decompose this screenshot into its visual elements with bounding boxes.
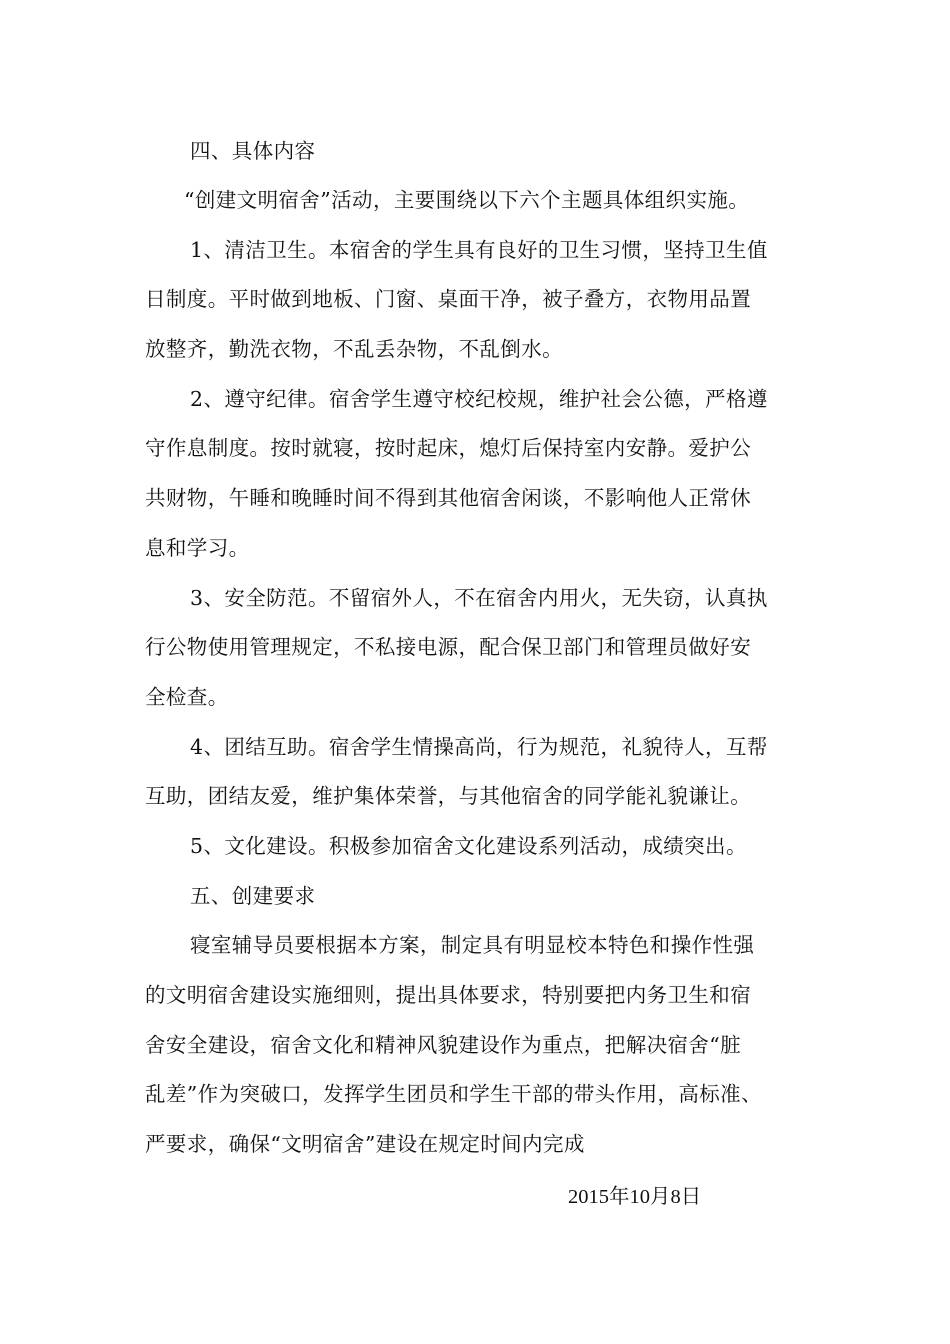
paragraph-line: 3、安全防范。不留宿外人，不在宿舍内用火，无失窃，认真执 (190, 586, 768, 610)
paragraph-line: 守作息制度。按时就寝，按时起床，熄灯后保持室内安静。爱护公 (145, 436, 752, 460)
paragraph-line: 2、遵守纪律。宿舍学生遵守校纪校规，维护社会公德，严格遵 (190, 387, 768, 411)
paragraph-line: 共财物，午睡和晚睡时间不得到其他宿舍闲谈，不影响他人正常休 (145, 486, 752, 510)
paragraph-line: 互助，团结友爱，维护集体荣誉，与其他宿舍的同学能礼貌谦让。 (145, 784, 752, 808)
paragraph-line: 日制度。平时做到地板、门窗、桌面干净，被子叠方，衣物用品置 (145, 287, 752, 311)
paragraph-line: 4、团结互助。宿舍学生情操高尚，行为规范，礼貌待人，互帮 (190, 735, 768, 759)
section-intro: “创建文明宿舍”活动，主要围绕以下六个主题具体组织实施。 (184, 188, 750, 212)
paragraph-line: 行公物使用管理规定，不私接电源，配合保卫部门和管理员做好安 (145, 635, 752, 659)
paragraph-line: 5、文化建设。积极参加宿舍文化建设系列活动，成绩突出。 (190, 834, 747, 858)
paragraph-line: 1、清洁卫生。本宿舍的学生具有良好的卫生习惯，坚持卫生值 (190, 238, 768, 262)
section-heading-content: 四、具体内容 (190, 139, 316, 163)
paragraph-line: 息和学习。 (145, 536, 250, 560)
paragraph-line: 寝室辅导员要根据本方案，制定具有明显校本特色和操作性强 (190, 933, 755, 957)
paragraph-line: 严要求，确保“文明宿舍”建设在规定时间内完成 (145, 1132, 585, 1156)
document-date: 2015年10月8日 (568, 1186, 702, 1208)
paragraph-line: 舍安全建设，宿舍文化和精神风貌建设作为重点，把解决宿舍“脏 (145, 1033, 742, 1057)
paragraph-line: 的文明宿舍建设实施细则，提出具体要求，特别要把内务卫生和宿 (145, 983, 752, 1007)
paragraph-line: 全检查。 (145, 685, 229, 709)
paragraph-line: 放整齐，勤洗衣物，不乱丢杂物，不乱倒水。 (145, 337, 563, 361)
section-heading-requirements: 五、创建要求 (190, 884, 316, 908)
paragraph-line: 乱差”作为突破口，发挥学生团员和学生干部的带头作用，高标准、 (145, 1082, 762, 1106)
